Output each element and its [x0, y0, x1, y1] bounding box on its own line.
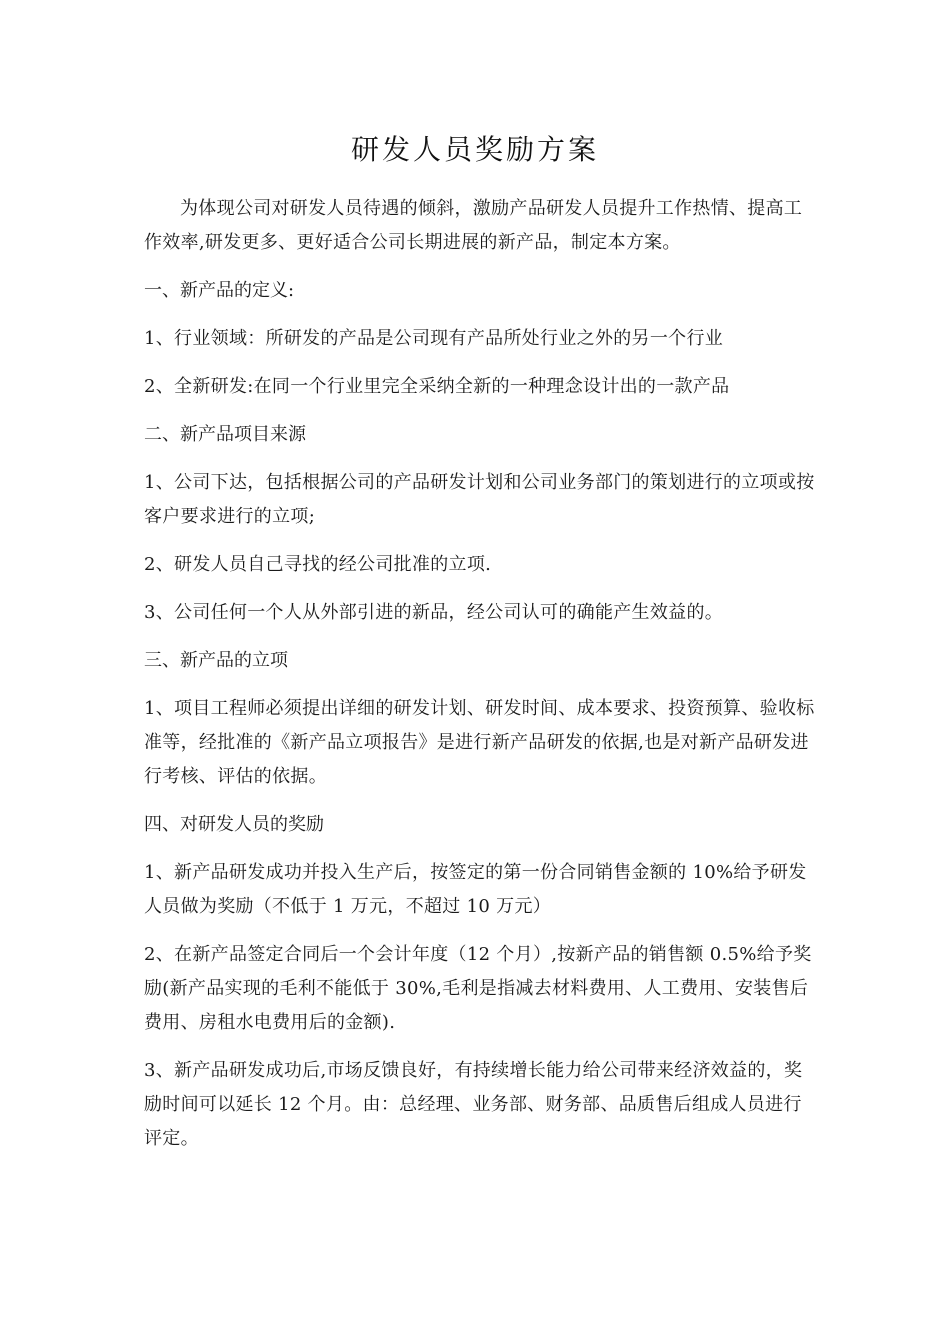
section-item: 1、项目工程师必须提出详细的研发计划、研发时间、成本要求、投资预算、验收标准等，经批准的《新产品立项报告》是进行新产品研发的依据,也是对新产品研发进行考核、评估的依据。 [144, 698, 815, 787]
section-heading: 四、对研发人员的奖励 [144, 814, 324, 835]
section-item: 2、研发人员自己寻找的经公司批准的立项. [144, 554, 492, 575]
document-title: 研发人员奖励方案 [350, 133, 599, 166]
section-item: 1、公司下达，包括根据公司的产品研发计划和公司业务部门的策划进行的立项或按客户要求进行的立项; [144, 472, 815, 527]
section-item: 3、新产品研发成功后,市场反馈良好，有持续增长能力给公司带来经济效益的，奖励时间可以延长 12 个月。由：总经理、业务部、财务部、品质售后组成人员进行评定。 [144, 1060, 803, 1149]
section-heading: 一、新产品的定义: [144, 280, 295, 301]
section-heading: 三、新产品的立项 [144, 650, 288, 671]
section-project-approval [144, 644, 816, 794]
document-body [144, 192, 816, 1170]
section-heading: 二、新产品项目来源 [144, 424, 306, 445]
section-source [144, 418, 816, 630]
section-item: 2、全新研发:在同一个行业里完全采纳全新的一种理念设计出的一款产品 [144, 376, 730, 397]
section-rewards [144, 808, 816, 1156]
section-item: 1、新产品研发成功并投入生产后，按签定的第一份合同销售金额的 10%给予研发人员做为奖励（不低于 1 万元，不超过 10 万元） [144, 862, 807, 917]
section-definition [144, 274, 816, 404]
intro-paragraph: 为体现公司对研发人员待遇的倾斜，激励产品研发人员提升工作热情、提高工作效率,研发更多、更好适合公司长期进展的新产品，制定本方案。 [144, 198, 803, 253]
section-item: 2、在新产品签定合同后一个会计年度（12 个月）,按新产品的销售额 0.5%给予奖励(新产品实现的毛利不能低于 30%,毛利是指减去材料费用、人工费用、安装售后费用、房租水电费用后的金额). [144, 944, 812, 1033]
section-item: 3、公司任何一个人从外部引进的新品，经公司认可的确能产生效益的。 [144, 602, 724, 623]
section-item: 1、行业领域：所研发的产品是公司现有产品所处行业之外的另一个行业 [144, 328, 724, 349]
